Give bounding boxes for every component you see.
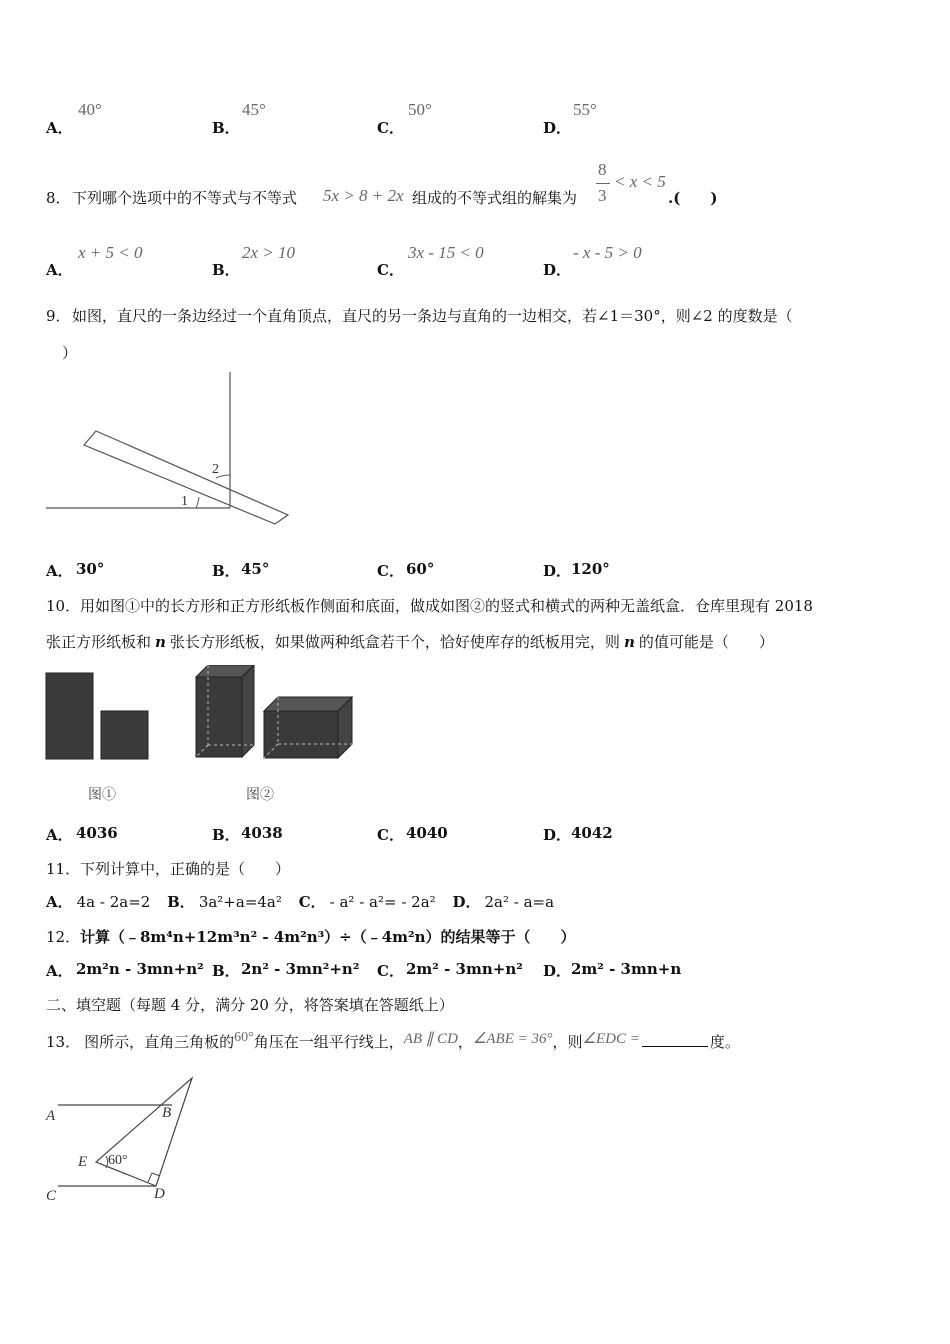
q10-fig2-caption: 图② [246,788,274,803]
q8-fraction-numerator: 8 [598,160,607,179]
q10-option-c-label: C． [377,826,404,844]
q13-angle-abe: ∠ABE = 36° [472,1031,553,1047]
q8-text-1: 下列哪个选项中的不等式与不等式 [72,189,298,207]
q13-parallel: AB ∥ CD [403,1031,458,1047]
q13-fig-label-c: C [46,1188,57,1204]
q9-option-d-label: D． [543,562,572,580]
q13-angle-60: 60° [234,1030,254,1045]
q12-text: 计算（﹣8m⁴n+12m³n² - 4m²n³）÷（﹣4m²n）的结果等于（ ） [80,928,576,946]
q10-var-n: n [155,633,166,651]
q10-option-b-label: B． [212,826,240,844]
q8-paren: .( ) [668,189,718,207]
q11-option-a-label: A． [46,893,73,911]
q10-option-a-label: A． [46,826,73,844]
q10-horizontal-box [264,697,352,758]
q12-number: 12． [46,928,81,946]
q13-fig-label-b: B [162,1105,172,1121]
q11-option-b-label: B． [167,893,195,911]
q10-var-n-2: n [623,633,635,651]
q13-answer-blank[interactable] [642,1045,708,1047]
q10-text-line-2 [46,631,774,652]
q7-option-c-value: 50° [408,100,432,119]
q8-number: 8． [46,189,71,207]
q9-figure-label-2: 2 [212,462,219,477]
q8-option-c-value: 3x - 15 < 0 [408,243,484,262]
q9-text-line-1: 如图，直尺的一条边经过一个直角顶点，直尺的另一条边与直角的一边相交，若∠1＝30°，则∠2 的度数是（ [72,307,793,325]
q13-comma: ， [457,1033,473,1051]
q10-fig1-caption: 图① [88,788,116,803]
q10-line2-part-b: 张长方形纸板，如果做两种纸盒若干个，恰好使库存的纸板用完，则 [169,633,620,651]
q7-option-c-label: C． [377,119,404,137]
q12-option-b-value: 2n² - 3mn²+n² [241,960,360,978]
q13-text-2: 角压在一组平行线上， [253,1033,404,1051]
q8-fraction-denominator: 3 [598,186,607,205]
q13-number: 13． [46,1033,81,1051]
q13-text-4: 度。 [709,1033,740,1051]
q11-option-a-value: 4a - 2a=2 [76,893,151,911]
q10-number: 10． [46,597,81,615]
q11-text: 下列计算中，正确的是（ ） [80,860,291,878]
q12-option-b-label: B． [212,962,240,980]
q10-line2-part-c: 的值可能是（ ） [638,633,774,651]
q12-option-d-label: D． [543,962,572,980]
q11-option-d-value: 2a² - a=a [484,893,555,911]
q9-number: 9． [46,307,71,325]
q9-figure-ruler-angle [40,365,300,535]
q12-option-d-value: 2m² - 3mn+n [571,960,682,978]
q10-rectangle-board [46,673,93,759]
q8-option-d-value: - x - 5 > 0 [573,243,642,262]
q10-option-b-value: 4038 [241,824,283,842]
q9-option-c-label: C． [377,562,404,580]
q7-option-a-label: A． [46,119,73,137]
q13-text-1: 图所示，直角三角板的 [84,1033,235,1051]
q8-option-b-value: 2x > 10 [242,243,296,262]
q11-option-c-label: C． [298,893,326,911]
q8-option-d-label: D． [543,261,572,279]
q8-option-a-label: A． [46,261,73,279]
q8-option-c-label: C． [377,261,404,279]
q10-option-d-value: 4042 [571,824,613,842]
q10-text-line-1: 用如图①中的长方形和正方形纸板作侧面和底面，做成如图②的竖式和横式的两种无盖纸盒．仓库里现有 2018 [80,597,813,615]
q13-fig-label-d: D [154,1186,165,1202]
q10-line2-part-a: 张正方形纸板和 [46,633,152,651]
q13-figure-triangle-parallel [40,1070,210,1210]
q12-option-a-label: A． [46,962,73,980]
q8-solution-rest: < x < 5 [614,172,666,191]
q11-options [46,891,554,912]
q7-option-b-value: 45° [242,100,266,119]
q8-expression: 5x > 8 + 2x [323,186,404,205]
q7-option-b-label: B． [212,119,240,137]
q9-text-line-2: ） [62,344,78,362]
q13-fig-label-a: A [46,1108,56,1124]
q7-option-a-value: 40° [78,100,102,119]
q13-fig-angle-60: 60° [108,1153,128,1168]
q13-text-line [46,1031,740,1052]
q9-option-a-label: A． [46,562,73,580]
q9-option-d-value: 120° [571,560,610,578]
q10-option-c-value: 4040 [406,824,448,842]
q13-angle-edc: ∠EDC = [582,1031,640,1047]
q8-option-b-label: B． [212,261,240,279]
q9-option-b-label: B． [212,562,240,580]
q12-option-c-label: C． [377,962,404,980]
q11-number: 11． [46,860,81,878]
q10-figures [40,665,370,810]
q8-fraction-bar [596,183,610,184]
q7-option-d-label: D． [543,119,572,137]
q9-option-a-value: 30° [76,560,105,578]
q10-square-board [101,711,148,759]
q11-option-b-value: 3a²+a=4a² [198,893,282,911]
q13-fig-label-e: E [78,1154,88,1170]
q9-option-b-value: 45° [241,560,270,578]
q9-option-c-value: 60° [406,560,435,578]
q12-option-a-value: 2m²n - 3mn+n² [76,960,204,978]
q8-text-2: 组成的不等式组的解集为 [412,189,578,207]
q13-text-3: ，则 [552,1033,583,1051]
section-2-title: 二、填空题（每题 4 分，满分 20 分，将答案填在答题纸上） [46,996,454,1014]
q10-option-d-label: D． [543,826,572,844]
q11-option-c-value: - a² - a²= - 2a² [329,893,436,911]
q7-option-d-value: 55° [573,100,597,119]
q9-figure-label-1: 1 [181,494,188,509]
q12-option-c-value: 2m² - 3mn+n² [406,960,523,978]
q8-option-a-value: x + 5 < 0 [78,243,143,262]
q10-option-a-value: 4036 [76,824,118,842]
q11-option-d-label: D． [452,893,481,911]
q10-vertical-box [196,665,254,757]
